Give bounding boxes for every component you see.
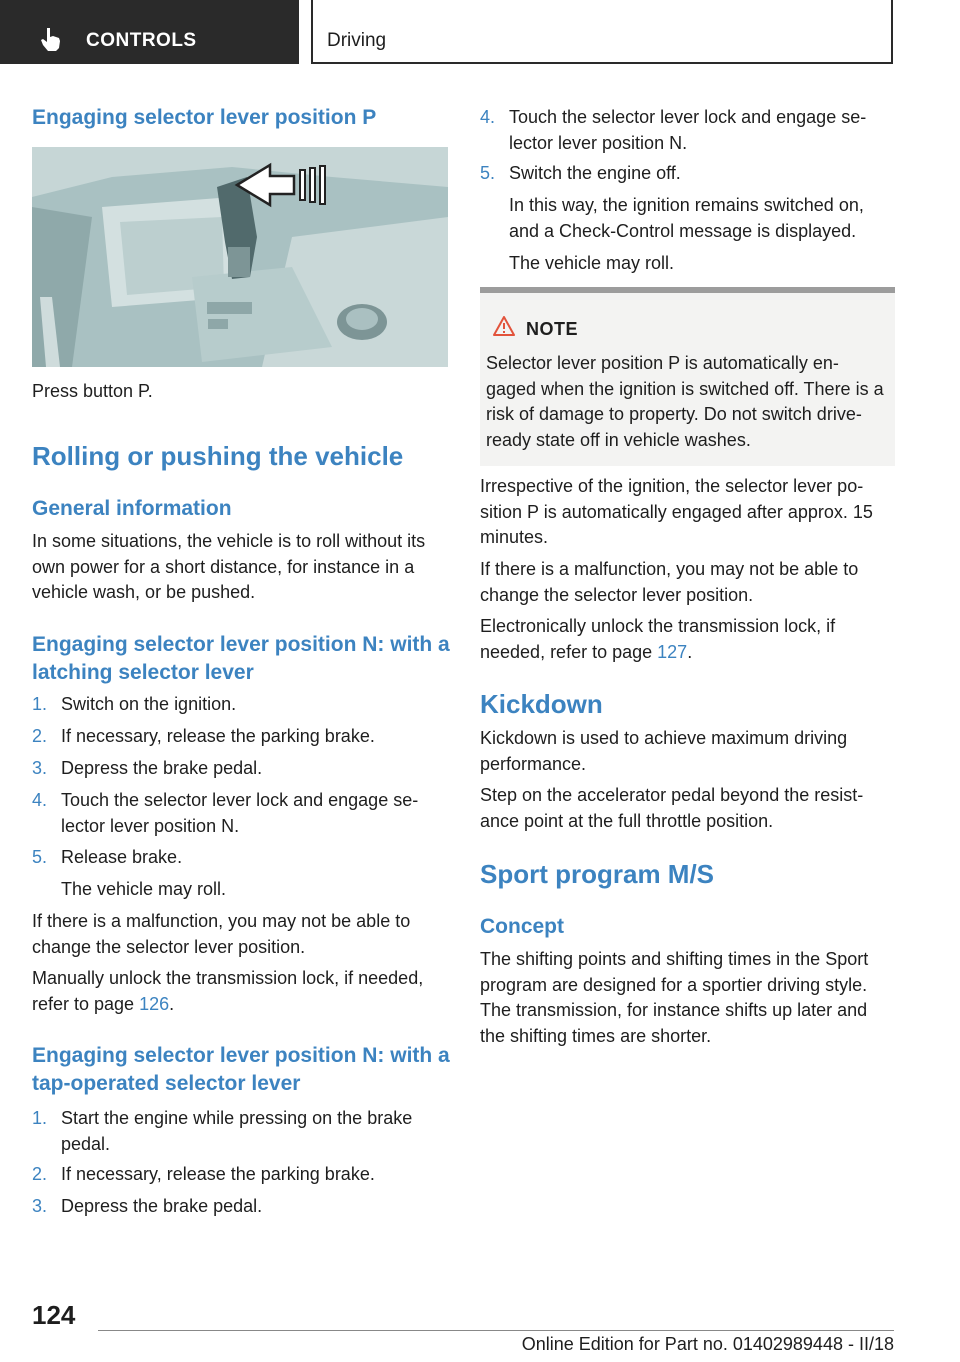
- page-link-127[interactable]: 127: [657, 641, 688, 662]
- concept-text: The shifting points and shifting times in the Sport program are designed for a sportier driving style. The transmission, for instance shifts up later and the shifting times are shorter.: [480, 949, 869, 1046]
- kickdown-text-2: Step on the accelerator pedal beyond the resist‐ ance point at the full throttle position.: [480, 785, 864, 831]
- heading-kickdown: Kickdown: [480, 689, 603, 719]
- heading-general-info: General information: [32, 497, 232, 520]
- manual-unlock-text: Manually unlock the transmission lock, if needed, refer to page 126.: [32, 968, 424, 1014]
- figure-caption: Press button P.: [32, 381, 153, 401]
- heading-sport-program: Sport program M/S: [480, 859, 715, 889]
- edition-text: Online Edition for Part no. 01402989448 - II/18: [521, 1334, 894, 1354]
- page-number: 124: [32, 1300, 76, 1330]
- heading-latching: Engaging selector lever position N: with a latching selector lever: [32, 633, 450, 684]
- chapter-label: Driving: [327, 30, 387, 51]
- section-label: CONTROLS: [86, 30, 197, 51]
- section-tab: [0, 0, 299, 64]
- general-info-text: In some situations, the vehicle is to roll without its own power for a short distance, for instance in a vehicle wash, or be pushed.: [32, 531, 426, 602]
- selector-lever-illustration: [32, 147, 448, 367]
- page-link-126[interactable]: 126: [139, 993, 170, 1014]
- kickdown-text-1: Kickdown is used to achieve maximum driving performance.: [480, 728, 848, 774]
- heading-concept: Concept: [480, 915, 564, 938]
- hand-pointer-icon: [38, 26, 64, 52]
- footer-divider: [98, 1330, 894, 1331]
- malfunction-text: If there is a malfunction, you may not be able to change the selector lever position.: [32, 911, 411, 957]
- malfunction-text-right: If there is a malfunction, you may not be able to change the selector lever position.: [480, 559, 859, 605]
- note-title: NOTE: [526, 319, 579, 339]
- electronic-unlock-text: Electronically unlock the transmission lock, if needed, refer to page 127.: [480, 616, 836, 662]
- chapter-header: [311, 0, 893, 64]
- warning-triangle-icon: [492, 315, 516, 337]
- heading-engage-p: Engaging selector lever position P: [32, 106, 377, 129]
- irrespective-text: Irrespective of the ignition, the selector lever po‐ sition P is automatically engaged after approx. 15 minutes.: [480, 476, 873, 547]
- note-box: [480, 287, 895, 466]
- heading-tap-operated: Engaging selector lever position N: with a tap-operated selector lever: [32, 1044, 450, 1095]
- note-text: Selector lever position P is automatically en‐ gaged when the ignition is switched off. There is a risk of damage to property. Do not switch drive-ready state off in vehicle washes.: [486, 353, 884, 450]
- heading-rolling: Rolling or pushing the vehicle: [32, 441, 404, 471]
